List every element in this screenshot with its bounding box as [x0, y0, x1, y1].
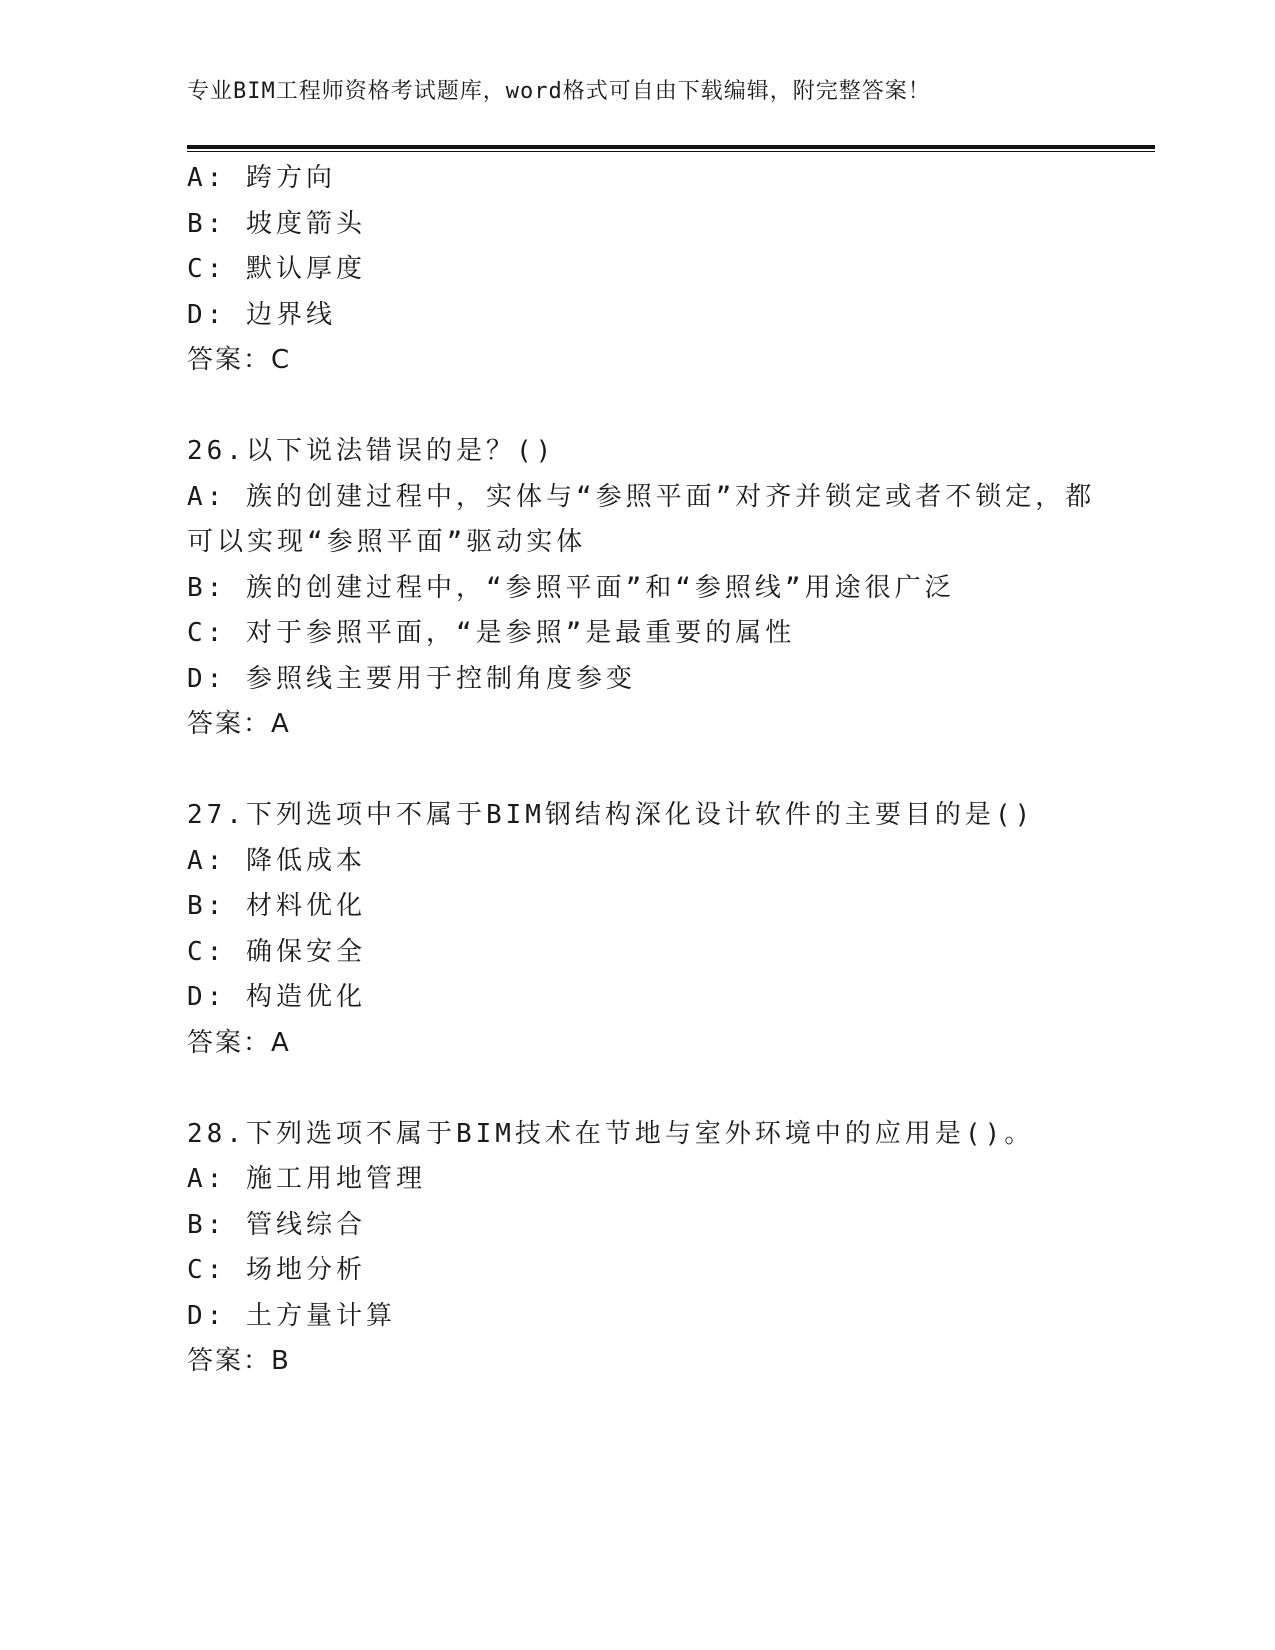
question-28: [187, 1112, 1087, 1385]
page-header: 专业BIM工程师资格考试题库，word格式可自由下载编辑，附完整答案！: [187, 79, 931, 104]
option-line: D: 参照线主要用于控制角度参变: [187, 663, 636, 694]
question-stem: 28.下列选项不属于BIM技术在节地与室外环境中的应用是()。: [187, 1118, 1035, 1149]
option-line: D: 土方量计算: [187, 1300, 396, 1331]
option-line: A: 降低成本: [187, 845, 366, 876]
option-line: D: 构造优化: [187, 982, 366, 1012]
option-line: C: 场地分析: [187, 1255, 366, 1285]
question-26: [187, 429, 1096, 748]
option-line: C: 对于参照平面，“是参照”是最重要的属性: [187, 618, 796, 648]
option-line: B: 管线综合: [187, 1209, 366, 1240]
option-line-continued: 可以实现“参照平面”驱动实体: [187, 527, 587, 557]
option-line: A: 跨方向: [187, 163, 336, 193]
answer-line: 答案：A: [187, 1027, 291, 1058]
option-line: B: 族的创建过程中，“参照平面”和“参照线”用途很广泛: [187, 572, 955, 603]
option-line: C: 确保安全: [187, 936, 366, 967]
answer-line: 答案：C: [187, 345, 292, 375]
continued-question: [187, 156, 1087, 384]
answer-line: 答案：A: [187, 709, 291, 739]
option-line: A: 族的创建过程中，实体与“参照平面”对齐并锁定或者不锁定，都: [187, 481, 1096, 512]
header-rule-thick: [187, 145, 1155, 149]
question-stem: 27.下列选项中不属于BIM钢结构深化设计软件的主要目的是(): [187, 800, 1035, 830]
option-line: C: 默认厚度: [187, 254, 366, 284]
answer-line: 答案：B: [187, 1346, 291, 1376]
question-stem: 26.以下说法错误的是？(): [187, 436, 556, 466]
option-line: B: 坡度箭头: [187, 208, 366, 239]
document-body: [187, 156, 1096, 1385]
question-27: [187, 793, 1087, 1066]
option-line: B: 材料优化: [187, 891, 366, 921]
option-line: A: 施工用地管理: [187, 1164, 426, 1194]
spacer: [187, 384, 1087, 430]
spacer: [187, 748, 1087, 794]
header-rule-thin: [187, 151, 1155, 152]
spacer: [187, 1066, 1087, 1112]
option-line: D: 边界线: [187, 299, 336, 330]
